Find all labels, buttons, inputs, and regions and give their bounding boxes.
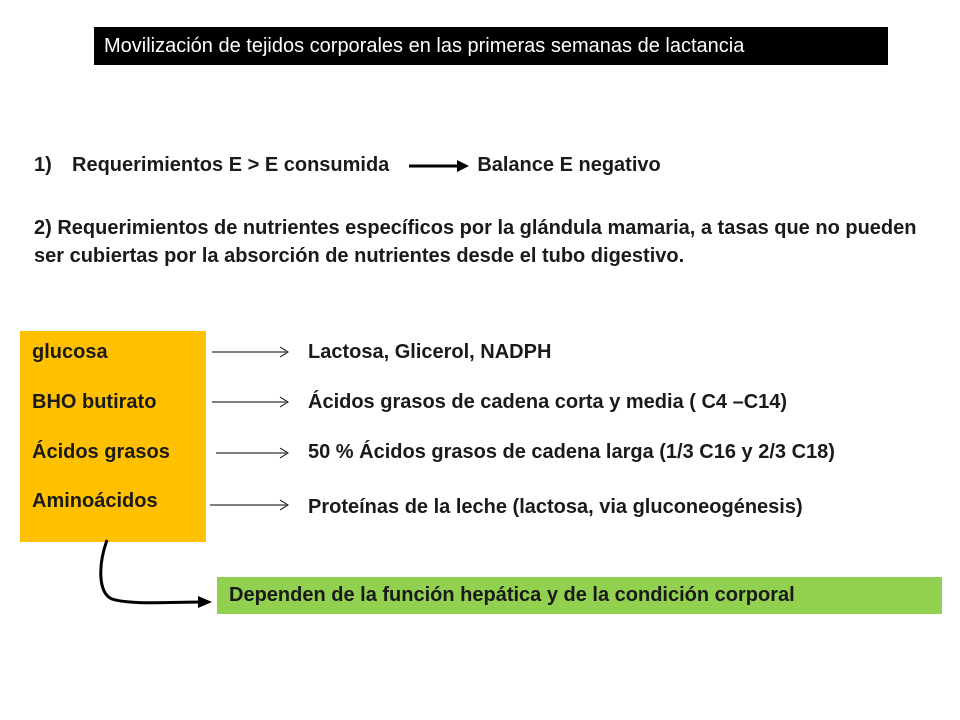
slide-title: Movilización de tejidos corporales en las primeras semanas de lactancia	[94, 27, 888, 65]
point-1-right-text: Balance E negativo	[477, 154, 661, 176]
arrow-right-icon	[210, 498, 294, 512]
conclusion-box: Dependen de la función hepática y de la condición corporal	[217, 577, 942, 614]
arrow-right-icon	[216, 446, 296, 460]
point-1-number: 1)	[34, 154, 52, 176]
source-bho-butirato: BHO butirato	[32, 391, 157, 413]
product-bho-butirato: Ácidos grasos de cadena corta y media ( C4 –C14)	[308, 391, 788, 413]
product-acidos-grasos: 50 % Ácidos grasos de cadena larga (1/3 C16 y 2/3 C18)	[308, 441, 835, 463]
arrow-right-icon	[409, 159, 469, 173]
point-1-left-text: Requerimientos E > E consumida	[72, 154, 390, 176]
arrow-right-icon	[212, 395, 292, 409]
product-aminoacidos: Proteínas de la leche (lactosa, via gluconeogénesis)	[308, 496, 803, 518]
curved-arrow-icon	[90, 535, 220, 615]
arrow-right-icon	[212, 345, 292, 359]
source-aminoacidos: Aminoácidos	[32, 490, 158, 512]
source-acidos-grasos: Ácidos grasos	[32, 441, 170, 463]
source-glucosa: glucosa	[32, 341, 108, 363]
point-2: 2) Requerimientos de nutrientes específicos por la glándula mamaria, a tasas que no pueden ser cubiertas por la absorción de nutrientes desde el tubo digestivo.	[34, 217, 917, 267]
product-glucosa: Lactosa, Glicerol, NADPH	[308, 341, 552, 363]
point-1	[34, 154, 661, 177]
